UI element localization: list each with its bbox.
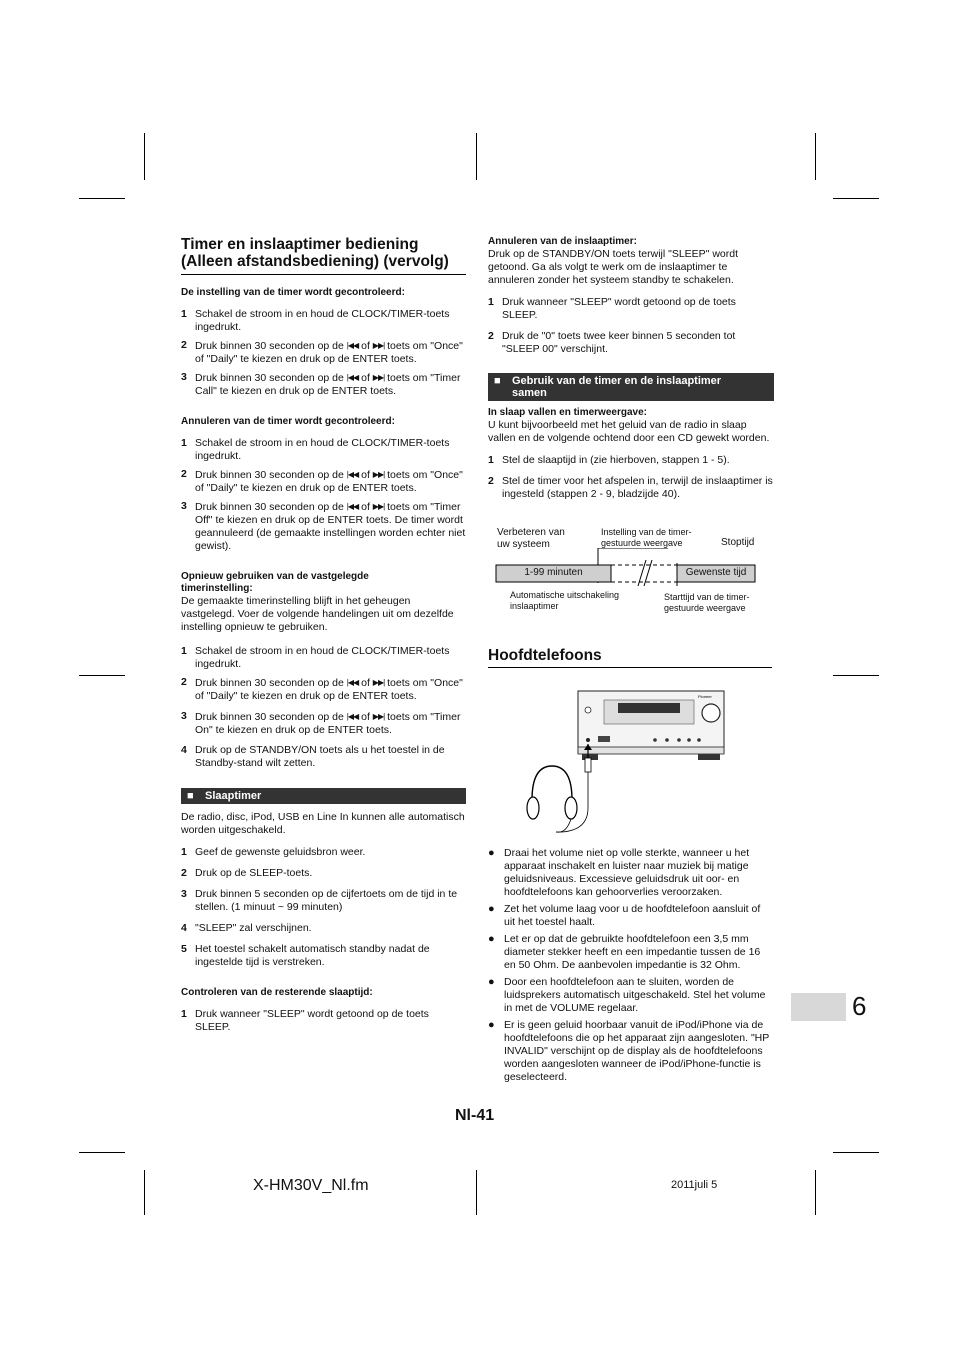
diagram-label-line: Automatische uitschakeling — [510, 590, 620, 600]
step-number: 2 — [181, 867, 187, 879]
headphones-illustration — [522, 690, 732, 843]
step-text: Druk op de STANDBY/ON toets als u het toestel in de Standby-stand wilt zetten. — [195, 744, 445, 769]
front-button-icon — [687, 738, 691, 742]
section-heading: Annuleren van de timer wordt gecontroleerd: — [181, 416, 395, 427]
step-text — [195, 468, 466, 495]
list-item — [181, 867, 466, 880]
step-text: "SLEEP" zal verschijnen. — [195, 922, 312, 934]
skip-forward-icon: ▶▶| — [372, 502, 385, 511]
headband — [532, 766, 572, 800]
page-tab-bg — [791, 993, 846, 1021]
step-text: Het toestel schakelt automatisch standby nadat de ingestelde tijd is verstreken. — [195, 943, 430, 968]
crop-mark — [144, 1170, 145, 1215]
step-list — [181, 308, 466, 398]
step-text: Schakel de stroom in en houd de CLOCK/TIMER-toets ingedrukt. — [195, 645, 450, 670]
step-text — [195, 500, 466, 553]
step-text-part: toets om "Timer On" te kiezen en druk op de ENTER toets. — [195, 711, 461, 736]
diagram-label-line: uw systeem — [497, 539, 550, 550]
step-number: 3 — [181, 371, 187, 383]
skip-back-icon: |◀◀ — [346, 502, 359, 511]
list-item — [488, 296, 774, 322]
crop-mark — [476, 133, 477, 180]
crop-mark — [144, 133, 145, 180]
diagram-label-line: gestuurde weergave — [601, 538, 683, 548]
list-item — [181, 308, 466, 334]
section-intro: De gemaakte timerinstelling blijft in het geheugen vastgelegd. Voer de volgende handelingen uit om dezelfde instelling opnieuw te gebruiken. — [181, 595, 454, 633]
display-panel — [618, 703, 680, 713]
section-intro: De radio, disc, iPod, USB en Line In kunnen alle automatisch worden uitgeschakeld. — [181, 811, 465, 836]
bullet-text: Let er op dat de gebruikte hoofdtelefoon een 3,5 mm diameter stekker heeft en een impedantie tussen de 16 en 50 Ohm. De aanbevolen impedantie is 32 Ohm. — [504, 933, 761, 971]
step-text-part: of — [361, 711, 370, 723]
ear-cup — [527, 797, 539, 819]
step-text-part: Druk binnen 30 seconden op de — [195, 340, 344, 352]
crop-mark — [79, 675, 125, 676]
step-text: Druk wanneer "SLEEP" wordt getoond op de toets SLEEP. — [195, 1008, 429, 1033]
step-list — [488, 454, 774, 501]
step-number: 2 — [488, 475, 494, 487]
crop-mark — [815, 1170, 816, 1215]
list-item — [488, 847, 774, 899]
step-number: 4 — [181, 744, 187, 756]
diagram-label-setting — [601, 527, 692, 549]
step-text-part: Druk binnen 30 seconden op de — [195, 711, 344, 723]
section-heading-line: timerinstelling: — [181, 583, 253, 594]
list-item — [488, 475, 774, 501]
step-text-part: Druk binnen 30 seconden op de — [195, 501, 344, 513]
front-button-icon — [653, 738, 657, 742]
list-item — [181, 943, 466, 969]
diagram-label-line: Starttijd van de timer- — [664, 592, 750, 602]
crop-mark — [79, 1152, 125, 1153]
list-item — [181, 922, 466, 935]
step-text: Druk op de SLEEP-toets. — [195, 867, 313, 879]
step-list — [181, 846, 466, 969]
step-text: Druk binnen 5 seconden op de cijfertoets om de tijd in te stellen. (1 minuut ~ 99 minuten) — [195, 888, 458, 913]
list-item — [181, 645, 466, 671]
front-button-icon — [697, 738, 701, 742]
left-column — [181, 236, 466, 1034]
step-number: 1 — [181, 308, 187, 320]
step-number: 2 — [181, 676, 187, 688]
page-title — [181, 236, 466, 275]
list-item — [488, 933, 774, 972]
step-number: 3 — [181, 710, 187, 722]
step-text: Druk de "0" toets twee keer binnen 5 seconden tot "SLEEP 00" verschijnt. — [502, 330, 736, 355]
list-item — [181, 500, 466, 553]
step-text — [195, 710, 466, 737]
crop-mark — [476, 1170, 477, 1215]
step-text-part: toets om "Once" of "Daily" te kiezen en druk op de ENTER toets. — [195, 677, 463, 702]
page-tab-number: 6 — [852, 991, 867, 1021]
desired-time-box-label: Gewenste tijd — [685, 567, 747, 578]
device-and-headphones — [522, 690, 732, 838]
section-heading-line: Opnieuw gebruiken van de vastgelegde — [181, 571, 369, 582]
bullet-text: Draai het volume niet op volle sterkte, wanneer u het apparaat inschakelt en luister naar muziek bij matige geluidsniveaus. Excessieve geluidsdruk uit oor- en hoofdtelefoons kan gehoorverlies veroorzaken. — [504, 847, 750, 898]
diagram-label-line: inslaaptimer — [510, 601, 559, 611]
page-title-line: (Alleen afstandsbediening) (vervolg) — [181, 253, 449, 270]
power-button-icon — [585, 707, 591, 713]
section-bar-sleep — [181, 788, 466, 804]
diagram-label-line: gestuurde weergave — [664, 603, 746, 613]
list-item — [181, 371, 466, 398]
footer-filename: X-HM30V_Nl.fm — [253, 1177, 369, 1194]
section-heading: Annuleren van de inslaaptimer: — [488, 236, 637, 247]
front-button-icon — [677, 738, 681, 742]
step-list — [181, 437, 466, 553]
diagram-label-stop-time: Stoptijd — [721, 537, 755, 548]
section-bar-label: Slaaptimer — [205, 790, 262, 802]
minutes-box-label: 1-99 minuten — [524, 567, 583, 578]
step-text: Schakel de stroom in en houd de CLOCK/TIMER-toets ingedrukt. — [195, 437, 450, 462]
square-icon: ■ — [187, 790, 194, 802]
section-heading — [181, 571, 466, 595]
step-text-part: toets om "Once" of "Daily" te kiezen en druk op de ENTER toets. — [195, 340, 463, 365]
bullet-text: Door een hoofdtelefoon aan te sluiten, worden de luidsprekers automatisch uitgeschakeld. Stel het volume in met de VOLUME regelaar. — [504, 976, 766, 1014]
list-item — [181, 339, 466, 366]
section-heading: De instelling van de timer wordt gecontroleerd: — [181, 287, 405, 298]
step-text-part: of — [361, 340, 370, 352]
step-text-part: Druk binnen 30 seconden op de — [195, 677, 344, 689]
list-item — [488, 1019, 774, 1084]
step-text-part: Druk binnen 30 seconden op de — [195, 469, 344, 481]
step-text: Stel de timer voor het afspelen in, terwijl de inslaaptimer is ingesteld (stappen 2 - 9, bladzijde 40). — [502, 475, 773, 500]
skip-forward-icon: ▶▶| — [372, 678, 385, 687]
skip-back-icon: |◀◀ — [346, 341, 359, 350]
section-bar-label — [512, 375, 721, 399]
skip-forward-icon: ▶▶| — [372, 341, 385, 350]
section-bar-combined — [488, 373, 774, 401]
bullet-dot-icon: ● — [488, 976, 495, 988]
step-list — [488, 296, 774, 356]
list-item — [488, 903, 774, 929]
step-text — [195, 371, 466, 398]
section-bar-label-line: samen — [512, 387, 547, 399]
headphone-cable — [556, 819, 571, 832]
section-text: U kunt bijvoorbeeld met het geluid van de radio in slaap vallen en de volgende ochtend door een CD gewekt worden. — [488, 419, 770, 444]
skip-back-icon: |◀◀ — [346, 678, 359, 687]
skip-back-icon: |◀◀ — [346, 712, 359, 721]
bullet-dot-icon: ● — [488, 933, 495, 945]
phones-jack-icon — [586, 738, 590, 742]
list-item — [181, 888, 466, 914]
step-number: 3 — [181, 888, 187, 900]
diagram-label-line: Verbeteren van — [497, 527, 565, 538]
diagram-label-auto-off — [510, 590, 619, 612]
list-item — [181, 744, 466, 770]
ear-cup — [565, 797, 577, 819]
section-bar-label-line: Gebruik van de timer en de inslaaptimer — [512, 375, 722, 387]
step-text: Geef de gewenste geluidsbron weer. — [195, 846, 366, 858]
device-brand-text: Pioneer — [698, 694, 712, 699]
step-text-part: of — [361, 677, 370, 689]
step-number: 1 — [488, 296, 494, 308]
step-text-part: of — [361, 372, 370, 384]
section-text: Druk op de STANDBY/ON toets terwijl "SLEEP" wordt getoond. Ga als volgt te werk om de inslaaptimer te annuleren zonder het systeem standby te schakelen. — [488, 248, 739, 286]
section-title-headphones: Hoofdtelefoons — [488, 647, 772, 668]
step-text-part: toets om "Timer Call" te kiezen en druk op de ENTER toets. — [195, 372, 461, 397]
step-number: 1 — [181, 846, 187, 858]
step-number: 3 — [181, 500, 187, 512]
step-number: 2 — [181, 468, 187, 480]
step-list — [181, 645, 466, 770]
diagram-label-start-time — [664, 592, 750, 614]
step-number: 2 — [181, 339, 187, 351]
square-icon: ■ — [494, 375, 501, 387]
section-heading: Controleren van de resterende slaaptijd: — [181, 987, 373, 998]
list-item — [181, 468, 466, 495]
list-item — [488, 454, 774, 467]
step-number: 1 — [181, 1008, 187, 1020]
bullet-dot-icon: ● — [488, 1019, 495, 1031]
section-heading: In slaap vallen en timerweergave: — [488, 407, 647, 418]
list-item — [181, 846, 466, 859]
step-text-part: of — [361, 501, 370, 513]
step-number: 4 — [181, 922, 187, 934]
step-text — [195, 339, 466, 366]
list-item — [181, 676, 466, 703]
list-item — [181, 710, 466, 737]
step-text: Stel de slaaptijd in (zie hierboven, stappen 1 - 5). — [502, 454, 730, 466]
skip-forward-icon: ▶▶| — [372, 373, 385, 382]
skip-forward-icon: ▶▶| — [372, 712, 385, 721]
list-item — [181, 1008, 466, 1034]
bullet-text: Er is geen geluid hoorbaar vanuit de iPod/iPhone via de hoofdtelefoons die op het apparaat zijn aangesloten. "HP INVALID" verschijnt op de display als de hoofdtelefoons worden aangesloten wanneer de iPod/iPhone-functie is geselecteerd. — [504, 1019, 770, 1083]
plug — [585, 758, 591, 772]
list-item — [488, 976, 774, 1015]
step-number: 1 — [181, 645, 187, 657]
step-number: 5 — [181, 943, 187, 955]
step-text: Druk wanneer "SLEEP" wordt getoond op de toets SLEEP. — [502, 296, 736, 321]
skip-forward-icon: ▶▶| — [372, 470, 385, 479]
diagram-label-line: Instelling van de timer- — [601, 527, 692, 537]
crop-mark — [833, 675, 879, 676]
list-item — [181, 437, 466, 463]
step-text-part: of — [361, 469, 370, 481]
bullet-text: Zet het volume laag voor u de hoofdtelefoon aansluit of uit het toestel haalt. — [504, 903, 761, 928]
step-number: 2 — [488, 330, 494, 342]
step-text-part: Druk binnen 30 seconden op de — [195, 372, 344, 384]
crop-mark — [815, 133, 816, 180]
skip-back-icon: |◀◀ — [346, 373, 359, 382]
front-button-icon — [665, 738, 669, 742]
step-number: 1 — [488, 454, 494, 466]
step-number: 1 — [181, 437, 187, 449]
headphone-notes — [488, 847, 774, 1084]
volume-knob-icon — [702, 704, 720, 722]
step-text: Schakel de stroom in en houd de CLOCK/TIMER-toets ingedrukt. — [195, 308, 450, 333]
bullet-dot-icon: ● — [488, 903, 495, 915]
skip-back-icon: |◀◀ — [346, 470, 359, 479]
usb-port — [598, 736, 610, 742]
page-title-line: Timer en inslaaptimer bediening — [181, 236, 419, 253]
bullet-dot-icon: ● — [488, 847, 495, 859]
page-number: Nl-41 — [455, 1107, 495, 1124]
device-foot — [698, 754, 720, 760]
step-text — [195, 676, 466, 703]
step-text-part: toets om "Timer Off" te kiezen en druk op de ENTER toets. De timer wordt geannuleerd (de gemaakte instellingen worden echter niet gewist). — [195, 501, 466, 552]
list-item — [488, 330, 774, 356]
step-list — [181, 1008, 466, 1034]
right-column — [488, 236, 774, 501]
crop-mark — [79, 198, 125, 199]
crop-mark — [833, 1152, 879, 1153]
device-base — [578, 747, 724, 754]
crop-mark — [833, 198, 879, 199]
step-text-part: toets om "Once" of "Daily" te kiezen en druk op de ENTER toets. — [195, 469, 463, 494]
footer-date: 2011juli 5 — [671, 1179, 718, 1191]
